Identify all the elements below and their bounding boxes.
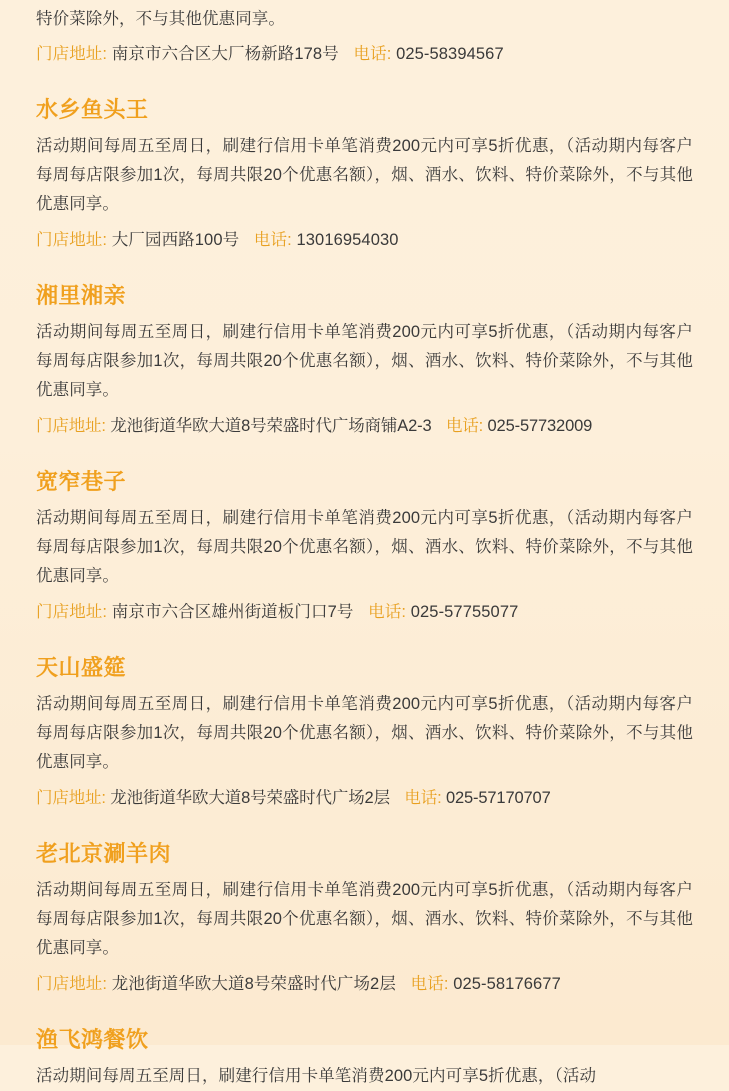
address-value: 龙池街道华欧大道8号荣盛时代广场2层	[110, 789, 390, 807]
address-value: 龙池街道华欧大道8号荣盛时代广场商铺A2-3	[110, 417, 432, 435]
telephone-value[interactable]: 025-58394567	[396, 45, 504, 63]
merchant-address-line	[36, 225, 693, 255]
telephone-label: 电话:	[253, 231, 292, 249]
merchant-address-line	[36, 783, 693, 813]
merchant-name: 渔飞鸿餐饮	[36, 1027, 149, 1052]
address-label: 门店地址:	[36, 603, 108, 621]
top-store-address	[36, 39, 693, 69]
address-label: 门店地址:	[36, 417, 106, 435]
telephone-value[interactable]: 025-57170707	[445, 789, 551, 807]
top-paragraph-fragment: 特价菜除外，不与其他优惠同享。	[36, 10, 285, 28]
merchant-name: 湘里湘亲	[36, 283, 127, 308]
address-value: 龙池街道华欧大道8号荣盛时代广场2层	[111, 975, 396, 993]
merchant-offer-description: 活动期间每周五至周日，刷建行信用卡单笔消费200元内可享5折优惠，（活动期内每客户每周每店限参加1次，每周共限20个优惠名额），烟、酒水、饮料、特价菜除外，不与其他优惠同享。	[36, 881, 693, 957]
merchant-address-line	[36, 411, 693, 441]
address-label: 门店地址:	[36, 231, 108, 249]
merchant-name: 天山盛筵	[36, 655, 127, 680]
telephone-label: 电话:	[445, 417, 484, 435]
telephone-label: 电话:	[410, 975, 449, 993]
merchant-entry	[36, 281, 693, 441]
merchant-entry	[36, 839, 693, 999]
telephone-label: 电话:	[368, 603, 407, 621]
address-value: 南京市六合区大厂杨新路178号	[111, 45, 339, 63]
merchant-offer-description: 活动期间每周五至周日，刷建行信用卡单笔消费200元内可享5折优惠，（活动期内每客户每周每店限参加1次，每周共限20个优惠名额），烟、酒水、饮料、特价菜除外，不与其他优惠同享。	[36, 323, 693, 399]
telephone-value[interactable]: 025-57732009	[487, 417, 593, 435]
telephone-value[interactable]: 025-58176677	[453, 975, 561, 993]
merchant-address-line	[36, 597, 693, 627]
merchant-name: 水乡鱼头王	[36, 97, 149, 122]
merchant-offer-description: 活动期间每周五至周日，刷建行信用卡单笔消费200元内可享5折优惠，（活动	[36, 1067, 597, 1085]
telephone-label: 电话:	[404, 789, 442, 807]
merchant-name: 老北京涮羊肉	[36, 841, 172, 866]
address-label: 门店地址:	[36, 45, 108, 63]
address-value: 大厂园西路100号	[111, 231, 240, 249]
merchant-entry	[36, 95, 693, 255]
merchant-name: 宽窄巷子	[36, 469, 127, 494]
telephone-value[interactable]: 025-57755077	[410, 603, 519, 621]
address-label: 门店地址:	[36, 789, 106, 807]
merchant-offer-description: 活动期间每周五至周日，刷建行信用卡单笔消费200元内可享5折优惠，（活动期内每客户每周每店限参加1次，每周共限20个优惠名额），烟、酒水、饮料、特价菜除外，不与其他优惠同享。	[36, 137, 693, 213]
merchant-entry	[36, 467, 693, 627]
telephone-value[interactable]: 13016954030	[296, 231, 399, 249]
address-value: 南京市六合区雄州街道板门口7号	[111, 603, 354, 621]
merchant-address-line	[36, 969, 693, 999]
merchant-entry	[36, 1025, 693, 1091]
address-label: 门店地址:	[36, 975, 108, 993]
telephone-label: 电话:	[353, 45, 392, 63]
merchant-offer-description: 活动期间每周五至周日，刷建行信用卡单笔消费200元内可享5折优惠，（活动期内每客户每周每店限参加1次，每周共限20个优惠名额），烟、酒水、饮料、特价菜除外，不与其他优惠同享。	[36, 695, 693, 771]
merchant-offer-description: 活动期间每周五至周日，刷建行信用卡单笔消费200元内可享5折优惠，（活动期内每客户每周每店限参加1次，每周共限20个优惠名额），烟、酒水、饮料、特价菜除外，不与其他优惠同享。	[36, 509, 693, 585]
merchant-entry	[36, 653, 693, 813]
